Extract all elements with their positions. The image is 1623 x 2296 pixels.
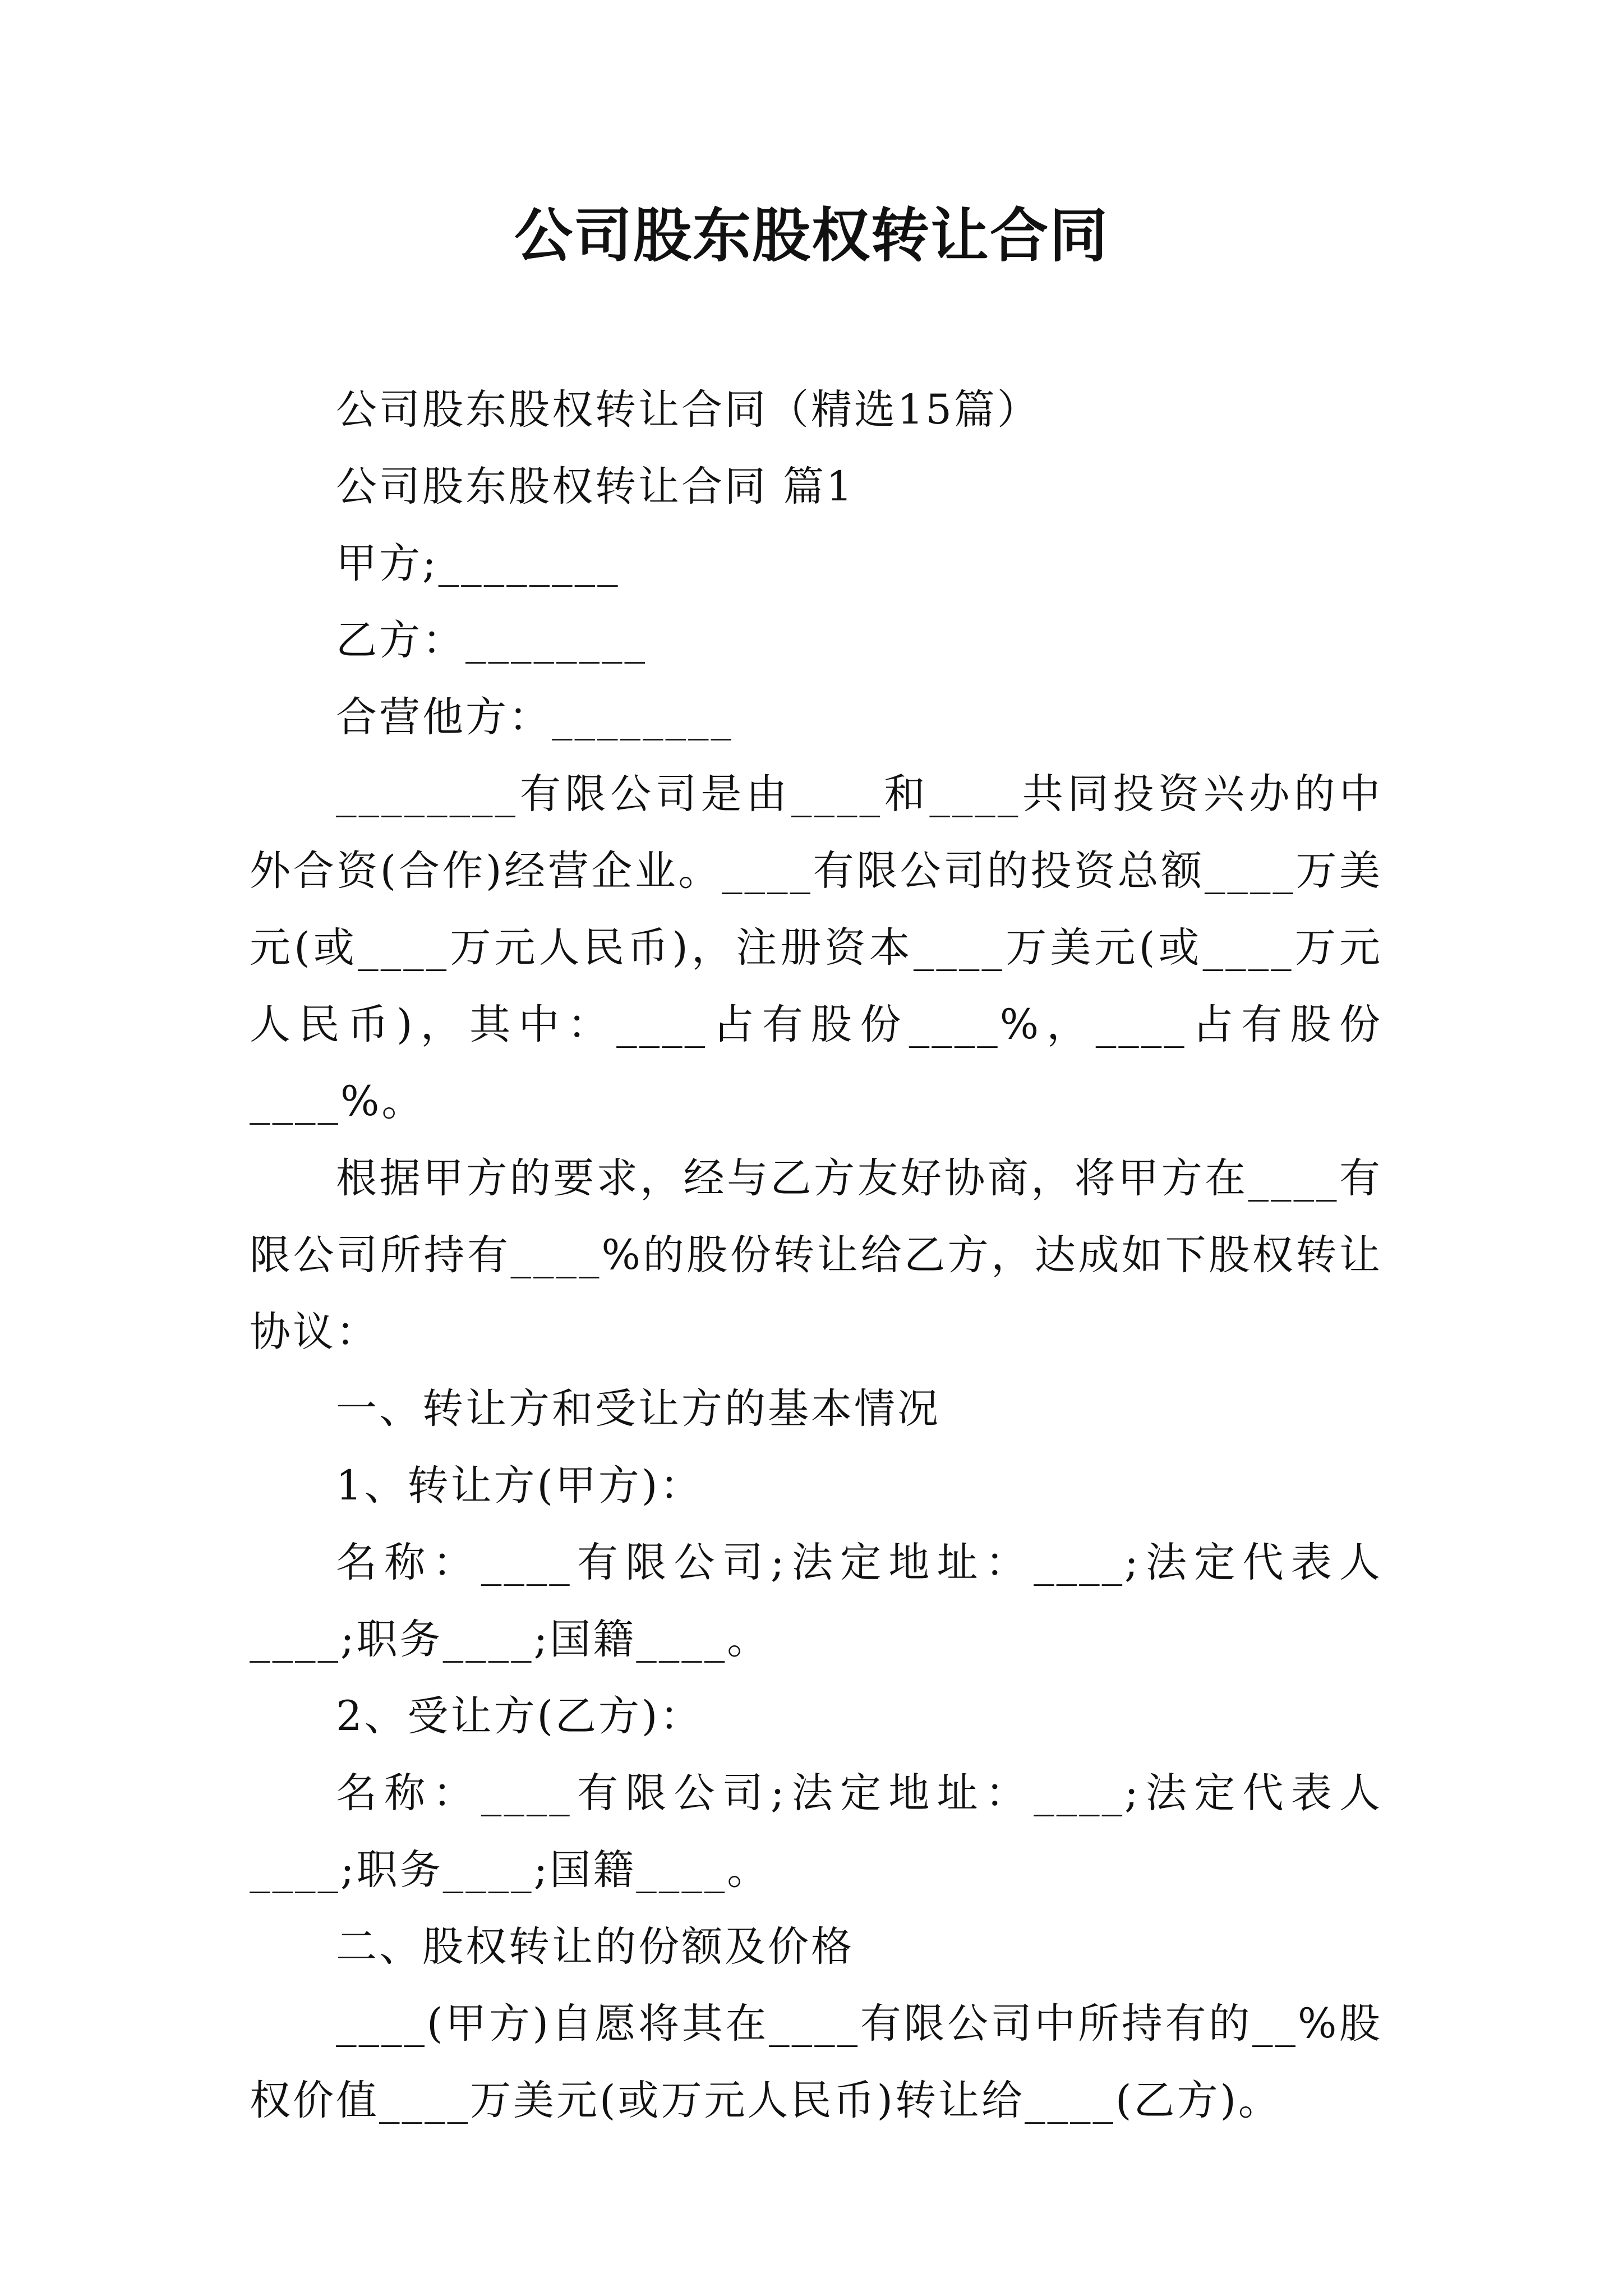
paragraph-other-party: 合营他方：________ [336,693,734,741]
document-body [250,371,1382,2139]
paragraph-transferor-heading: 1、转让方(甲方)： [336,1462,703,1510]
paragraph-heading-share-price: 二、股权转让的份额及价格 [336,1923,854,1971]
paragraph-section-heading: 公司股东股权转让合同 篇1 [336,463,855,510]
document-title: 公司股东股权转让合同 [514,201,1109,270]
paragraph-transferor-details: 名称：____有限公司;法定地址：____;法定代表人____;职务____;国籍____。 [250,1539,1382,1663]
paragraph-company-intro: ________有限公司是由____和____共同投资兴办的中外合资(合作)经营企业。____有限公司的投资总额____万美元(或____万元人民币)，注册资本____万美元(或____万元人民币)，其中：____占有股份____%，____占有股份____%。 [250,770,1382,1125]
paragraph-party-a: 甲方;________ [336,540,620,587]
paragraph-share-transfer: ____(甲方)自愿将其在____有限公司中所持有的__%股权价值____万美元(或万元人民币)转让给____(乙方)。 [250,2000,1382,2124]
paragraph-transferee-details: 名称：____有限公司;法定地址：____;法定代表人____;职务____;国籍____。 [250,1769,1382,1894]
paragraph-transferee-heading: 2、受让方(乙方)： [336,1692,703,1740]
paragraph-heading-basic-info: 一、转让方和受让方的基本情况 [336,1385,940,1433]
paragraph-subtitle: 公司股东股权转让合同（精选15篇） [336,386,1040,434]
paragraph-agreement-basis: 根据甲方的要求，经与乙方友好协商，将甲方在____有限公司所持有____%的股份转让给乙方，达成如下股权转让协议： [250,1154,1382,1356]
paragraph-party-b: 乙方：________ [336,616,647,664]
